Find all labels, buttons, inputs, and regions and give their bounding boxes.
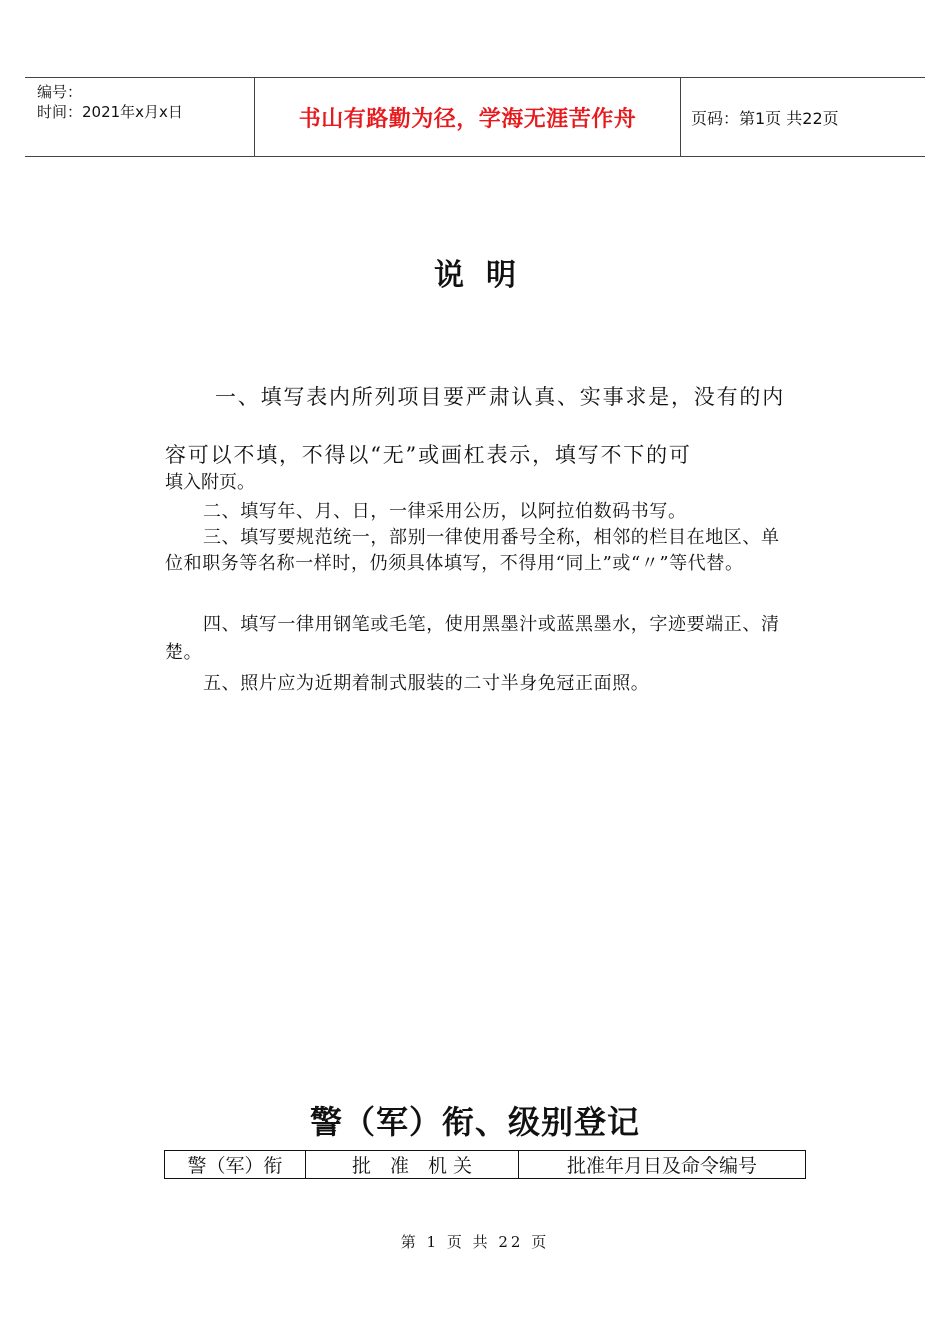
header-number-label: 编号： [37,83,83,101]
header-meta [37,82,252,122]
doc-title: 说明 [434,258,538,293]
paragraph-1-continued: 填入附页。 [165,472,255,493]
paragraph-2: 二、填写年、月、日，一律采用公历，以阿拉伯数码书写。 [203,501,687,522]
table-header-row [165,1151,806,1179]
page-header [25,77,925,157]
section-title: 警（军）衔、级别登记 [309,1103,640,1141]
rank-registration-table [164,1150,806,1179]
header-motto: 书山有路勤为径，学海无涯苦作舟 [254,78,681,156]
paragraph-4: 四、填写一律用钢笔或毛笔，使用黑墨汁或蓝黑墨水，字迹要端正、清楚。 [165,614,780,663]
header-page-code: 页码：第1页 共22页 [691,108,839,128]
page-footer: 第 1 页 共 22 页 [400,1233,550,1251]
column-header-approving-authority: 批 准 机 关 [306,1151,519,1179]
column-header-rank: 警（军）衔 [165,1151,306,1179]
paragraph-1: 一、填写表内所列项目要严肃认真、实事求是，没有的内容可以不填，不得以“无”或画杠表示，填写不下的可 [165,385,785,467]
paragraph-3: 三、填写要规范统一，部别一律使用番号全称，相邻的栏目在地区、单位和职务等名称一样时，仍须具体填写，不得用“同上”或“〃”等代替。 [165,527,780,574]
column-header-approval-date-order: 批准年月日及命令编号 [519,1151,806,1179]
header-time-label: 时间：2021年x月x日 [37,103,183,121]
paragraph-5: 五、照片应为近期着制式服装的二寸半身免冠正面照。 [203,673,650,694]
